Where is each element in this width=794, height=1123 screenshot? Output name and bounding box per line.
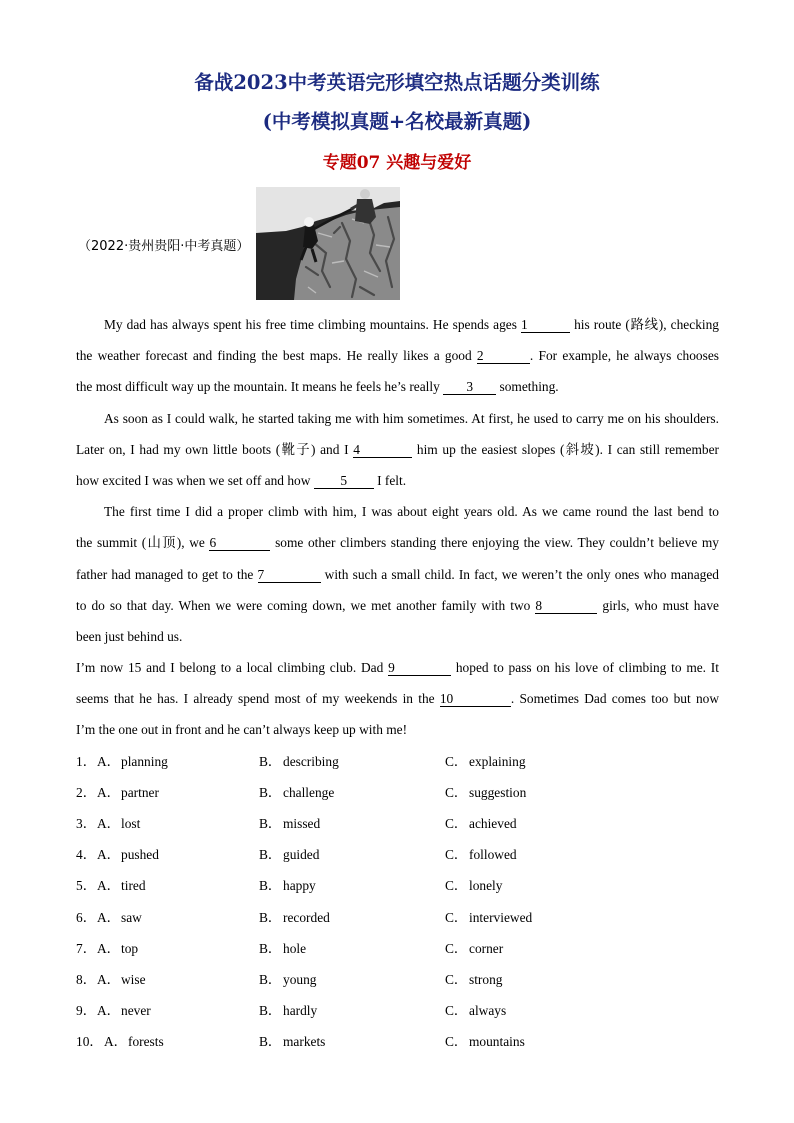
- question-row-4: [76, 839, 719, 870]
- option-b: [259, 933, 445, 964]
- cloze-passage: [76, 309, 719, 1058]
- option-c: [445, 1026, 719, 1057]
- blank-10: 10: [440, 691, 511, 707]
- option-label: A．: [97, 816, 121, 831]
- option-a: [76, 902, 259, 933]
- source-label: （2022·贵州贵阳·中考真题）: [78, 239, 250, 254]
- question-number: 5．: [76, 878, 97, 894]
- option-text: planning: [121, 753, 168, 769]
- option-label: B．: [259, 784, 282, 800]
- option-text: lonely: [469, 878, 503, 894]
- option-c: [445, 870, 719, 901]
- option-label: A．: [104, 1034, 128, 1050]
- option-b: [259, 746, 445, 777]
- question-row-9: [76, 995, 719, 1026]
- option-text: always: [469, 1003, 507, 1019]
- option-text: top: [121, 940, 139, 956]
- option-c: [445, 808, 719, 839]
- option-text: recorded: [283, 909, 330, 925]
- passage-text: something.: [496, 379, 559, 395]
- option-a: [76, 808, 259, 839]
- passage-line-6: [76, 465, 719, 496]
- option-label: A．: [97, 784, 121, 800]
- option-c: [445, 746, 719, 777]
- option-c: [445, 933, 719, 964]
- option-a: [76, 870, 259, 901]
- passage-text: the summit (山顶), we: [76, 535, 210, 551]
- passage-text: with such a small child. In fact, we weren’t the only ones who managed: [320, 566, 719, 582]
- option-b: [259, 839, 445, 870]
- question-row-10: [76, 1026, 719, 1057]
- passage-text: father had managed to get to the: [76, 566, 258, 582]
- option-label: C．: [445, 1034, 468, 1050]
- blank-1: 1: [521, 317, 570, 333]
- question-number: 4．: [76, 847, 97, 863]
- option-text: saw: [121, 909, 142, 925]
- option-label: C．: [445, 816, 468, 831]
- passage-text: I felt.: [373, 472, 407, 488]
- option-b: [259, 964, 445, 995]
- option-text: pushed: [121, 847, 159, 863]
- passage-text: My dad has always spent his free time climbing mountains. He spends ages: [104, 317, 522, 332]
- question-row-8: [76, 964, 719, 995]
- option-label: B．: [259, 940, 282, 956]
- passage-line-12: [76, 652, 719, 683]
- option-label: B．: [259, 847, 282, 863]
- passage-text: the most difficult way up the mountain. It means he feels he’s really: [76, 379, 444, 395]
- question-number: 7．: [76, 940, 97, 956]
- passage-text: hoped to pass on his love of climbing to me. It: [451, 660, 719, 676]
- option-text: happy: [283, 878, 316, 894]
- question-number: 9．: [76, 1003, 97, 1019]
- passage-text: his route (路线), checking: [570, 317, 719, 332]
- option-text: hole: [283, 940, 307, 956]
- question-row-2: [76, 777, 719, 808]
- question-number: 2．: [76, 784, 97, 800]
- passage-text: I’m now 15 and I belong to a local climbing club. Dad: [76, 660, 389, 676]
- passage-text: some other climbers standing there enjoying the view. They couldn’t believe my: [270, 535, 719, 551]
- blank-2: 2: [477, 348, 530, 364]
- question-number: 1．: [76, 753, 97, 769]
- option-text: hardly: [283, 1003, 318, 1019]
- option-c: [445, 902, 719, 933]
- option-label: C．: [445, 940, 468, 956]
- option-label: B．: [259, 753, 282, 769]
- option-a: [76, 777, 259, 808]
- question-number: 8．: [76, 971, 97, 987]
- option-a: [76, 746, 259, 777]
- question-number: 3．: [76, 816, 97, 831]
- passage-text: . For example, he always chooses: [529, 348, 719, 364]
- passage-line-4: [76, 403, 719, 434]
- option-b: [259, 1026, 445, 1057]
- blank-3: 3: [443, 379, 496, 395]
- question-row-5: [76, 870, 719, 901]
- blank-6: 6: [209, 535, 270, 551]
- option-label: C．: [445, 971, 468, 987]
- passage-line-1: [76, 309, 719, 340]
- option-b: [259, 870, 445, 901]
- option-text: describing: [283, 753, 339, 769]
- option-text: followed: [469, 847, 517, 863]
- document-subtitle: (中考模拟真题+名校最新真题): [262, 110, 532, 133]
- question-number: 6．: [76, 909, 97, 925]
- option-b: [259, 902, 445, 933]
- option-text: suggestion: [469, 784, 527, 800]
- option-a: [76, 1026, 259, 1057]
- passage-line-8: [76, 527, 719, 558]
- passage-line-2: [76, 340, 719, 371]
- option-c: [445, 839, 719, 870]
- option-label: C．: [445, 753, 468, 769]
- option-text: corner: [469, 940, 504, 956]
- passage-line-13: [76, 683, 719, 714]
- option-text: achieved: [469, 816, 517, 831]
- passage-text: I’m the one out in front and he can’t always keep up with me!: [76, 722, 408, 738]
- option-a: [76, 839, 259, 870]
- option-label: C．: [445, 847, 468, 863]
- topic-heading: 专题07 兴趣与爱好: [322, 153, 472, 173]
- passage-text: how excited I was when we set off and how: [76, 472, 314, 488]
- option-text: guided: [283, 847, 320, 863]
- passage-text: him up the easiest slopes (斜坡). I can still remember: [412, 441, 719, 457]
- passage-text: . Sometimes Dad comes too but now: [510, 691, 720, 707]
- passage-text: the weather forecast and finding the best maps. He really likes a good: [76, 348, 477, 364]
- blank-8: 8: [535, 598, 597, 614]
- option-text: young: [283, 971, 317, 987]
- option-label: B．: [259, 816, 282, 831]
- passage-text: girls, who must have: [597, 597, 719, 613]
- option-label: B．: [259, 1003, 282, 1019]
- passage-line-14: [76, 714, 719, 745]
- passage-text: Later on, I had my own little boots (靴子) and I: [76, 441, 354, 457]
- question-row-3: [76, 808, 719, 839]
- passage-line-9: [76, 559, 719, 590]
- option-c: [445, 964, 719, 995]
- blank-9: 9: [388, 660, 451, 676]
- question-row-7: [76, 933, 719, 964]
- passage-text: The first time I did a proper climb with him, I was about eight years old. As we came round the last bend to: [104, 504, 719, 520]
- option-label: B．: [259, 909, 282, 925]
- option-label: A．: [97, 940, 121, 956]
- option-c: [445, 777, 719, 808]
- option-text: mountains: [469, 1034, 525, 1050]
- passage-text: to do so that day. When we were coming down, we met another family with two: [76, 597, 536, 613]
- blank-5: 5: [314, 473, 374, 489]
- option-b: [259, 808, 445, 839]
- option-text: tired: [121, 878, 146, 894]
- option-a: [76, 933, 259, 964]
- option-label: C．: [445, 909, 468, 925]
- question-row-1: [76, 746, 719, 777]
- option-label: A．: [97, 909, 121, 925]
- option-label: A．: [97, 971, 121, 987]
- option-text: missed: [283, 816, 321, 831]
- passage-line-3: [76, 371, 719, 402]
- passage-line-10: [76, 590, 719, 621]
- option-text: lost: [121, 816, 141, 831]
- document-title: 备战2023中考英语完形填空热点话题分类训练: [194, 71, 600, 94]
- question-row-6: [76, 902, 719, 933]
- passage-line-11: [76, 621, 719, 652]
- option-label: B．: [259, 971, 282, 987]
- option-text: forests: [128, 1034, 164, 1050]
- option-b: [259, 995, 445, 1026]
- option-label: B．: [259, 878, 282, 894]
- option-label: B．: [259, 1034, 282, 1050]
- option-label: C．: [445, 1003, 468, 1019]
- option-label: C．: [445, 784, 468, 800]
- question-number: 10．: [76, 1034, 103, 1050]
- passage-line-7: [76, 496, 719, 527]
- option-label: A．: [97, 878, 121, 894]
- option-a: [76, 964, 259, 995]
- option-text: explaining: [469, 753, 526, 769]
- option-text: markets: [283, 1034, 326, 1050]
- option-label: A．: [97, 847, 121, 863]
- option-label: A．: [97, 1003, 121, 1019]
- blank-4: 4: [353, 442, 412, 458]
- passage-text: been just behind us.: [76, 628, 183, 644]
- blank-7: 7: [258, 567, 321, 583]
- option-text: wise: [121, 971, 146, 987]
- option-text: strong: [469, 971, 503, 987]
- option-text: challenge: [283, 784, 335, 800]
- passage-line-5: [76, 434, 719, 465]
- option-label: A．: [97, 753, 121, 769]
- option-text: partner: [121, 784, 159, 800]
- option-a: [76, 995, 259, 1026]
- option-c: [445, 995, 719, 1026]
- option-b: [259, 777, 445, 808]
- option-text: never: [121, 1003, 151, 1019]
- climbing-photo: [256, 187, 400, 300]
- option-text: interviewed: [469, 909, 533, 925]
- passage-text: As soon as I could walk, he started taking me with him sometimes. At first, he used to carry me on his shoulders.: [104, 410, 719, 426]
- passage-text: seems that he has. I already spend most of my weekends in the: [76, 691, 440, 707]
- option-label: C．: [445, 878, 468, 894]
